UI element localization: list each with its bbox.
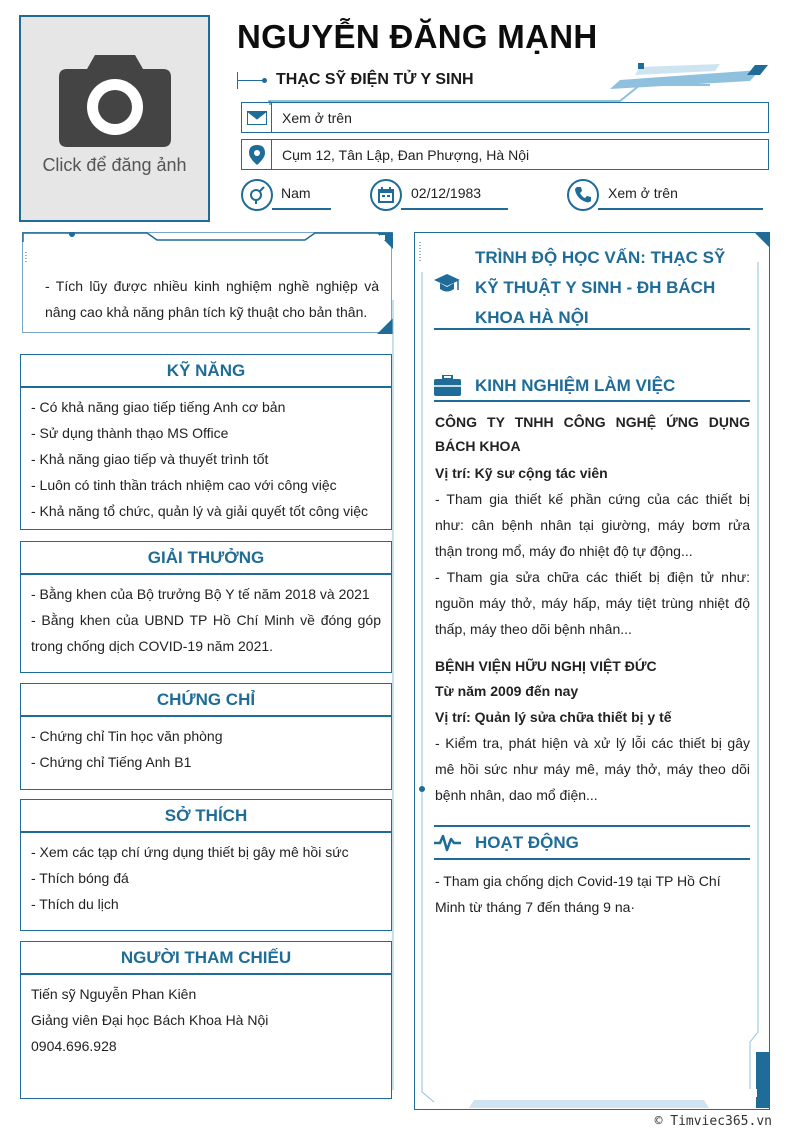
email-value: Xem ở trên — [282, 109, 352, 126]
gender-field[interactable]: Nam — [272, 180, 331, 210]
job1-company: CÔNG TY TNHH CÔNG NGHỆ ỨNG DỤNG BÁCH KHOA — [435, 414, 750, 454]
list-item: - Chứng chỉ Tiếng Anh B1 — [31, 754, 192, 770]
list-item: - Bằng khen của UBND TP Hồ Chí Minh về đóng góp trong chống dịch COVID-19 năm 2021. — [31, 612, 381, 654]
list-item: - Luôn có tinh thần trách nhiệm cao với công việc — [31, 477, 337, 493]
references-title: NGƯỜI THAM CHIẾU — [21, 942, 391, 975]
job2-position: Vị trí: Quản lý sửa chữa thiết bị y tế — [435, 709, 672, 725]
job-title: THẠC SỸ ĐIỆN TỬ Y SINH — [276, 71, 474, 88]
education-rule — [434, 328, 750, 330]
profile-photo[interactable] — [19, 15, 210, 222]
camera-icon — [59, 47, 171, 147]
photo-caption: Click để đăng ảnh — [42, 155, 187, 175]
awards-title: GIẢI THƯỞNG — [21, 542, 391, 575]
phone-field[interactable]: Xem ở trên — [598, 180, 763, 210]
address-value: Cụm 12, Tân Lập, Đan Phượng, Hà Nội — [282, 146, 530, 163]
footer-credit: © Timviec365.vn — [654, 1114, 772, 1129]
activities-desc: - Tham gia chống dịch Covid-19 tại TP Hồ Chí Minh từ tháng 7 đến tháng 9 na· — [435, 873, 721, 915]
title-line — [237, 80, 265, 81]
list-item: - Thích du lịch — [31, 896, 119, 912]
birthday-field[interactable]: 02/12/1983 — [401, 180, 508, 210]
address-field[interactable] — [241, 139, 769, 170]
list-item: - Sử dụng thành thạo MS Office — [31, 425, 229, 441]
email-field[interactable] — [241, 102, 769, 133]
education-line-2: KỸ THUẬT Y SINH - ĐH BÁCH — [475, 278, 716, 297]
list-item: - Bằng khen của Bộ trưởng Bộ Y tế năm 2018 và 2021 — [31, 586, 370, 602]
list-item: - Thích bóng đá — [31, 870, 129, 886]
education-line-3: KHOA HÀ NỘI — [475, 308, 589, 327]
left-column-deco-line — [392, 300, 414, 1100]
graduation-cap-icon — [434, 274, 460, 294]
reference-phone: 0904.696.928 — [31, 1038, 117, 1054]
list-item: - Có khả năng giao tiếp tiếng Anh cơ bản — [31, 399, 286, 415]
phone-icon — [567, 179, 599, 211]
job1-desc-2: - Tham gia sửa chữa các thiết bị điện tử như: nguồn máy thở, máy hấp, máy tiệt trùng nhiệt độ thấp, máy theo dõi bệnh nhân... — [435, 569, 750, 637]
activities-top-rule — [434, 825, 750, 827]
briefcase-icon — [434, 375, 461, 396]
career-objective — [22, 232, 392, 333]
envelope-icon — [242, 103, 272, 132]
objective-text: - Tích lũy được nhiều kinh nghiệm nghề nghiệp và nâng cao khả năng phân tích kỹ thuật cho bản thân. — [45, 278, 379, 320]
list-item: - Khả năng tổ chức, quản lý và giải quyết tốt công việc — [31, 503, 369, 519]
job1-position: Vị trí: Kỹ sư cộng tác viên — [435, 465, 608, 481]
activities-title: HOẠT ĐỘNG — [475, 833, 579, 852]
hobbies-section — [20, 799, 392, 931]
job2-company: BỆNH VIỆN HỮU NGHỊ VIỆT ĐỨC — [435, 658, 657, 674]
certificates-section — [20, 683, 392, 790]
job2-desc-1: - Kiểm tra, phát hiện và xử lý lỗi các thiết bị gây mê hồi sức như máy mê, máy thở, máy theo dõi bệnh nhân, dao mổ điện... — [435, 735, 750, 803]
full-name: NGUYỄN ĐĂNG MẠNH — [237, 18, 598, 55]
awards-section — [20, 541, 392, 673]
list-item: - Khả năng giao tiếp và thuyết trình tốt — [31, 451, 269, 467]
heartbeat-icon — [434, 833, 461, 853]
experience-rule — [434, 400, 750, 402]
experience-title: KINH NGHIỆM LÀM VIỆC — [475, 376, 676, 395]
hobbies-title: SỞ THÍCH — [21, 800, 391, 833]
job1-desc-1: - Tham gia thiết kế phần cứng của các thiết bị như: cân bệnh nhân tại giường, máy bơm rửa thận trong mổ, máy đo nhiệt độ tự động... — [435, 491, 750, 559]
job2-period: Từ năm 2009 đến nay — [435, 683, 579, 699]
title-dot — [262, 78, 267, 83]
reference-name: Tiến sỹ Nguyễn Phan Kiên — [31, 986, 197, 1002]
skills-section — [20, 354, 392, 530]
calendar-icon — [370, 179, 402, 211]
list-item: - Chứng chỉ Tin học văn phòng — [31, 728, 223, 744]
references-section — [20, 941, 392, 1099]
certificates-title: CHỨNG CHỈ — [21, 684, 391, 717]
activities-rule — [434, 858, 750, 860]
list-item: - Xem các tạp chí ứng dụng thiết bị gây mê hồi sức — [31, 844, 349, 860]
reference-position: Giảng viên Đại học Bách Khoa Hà Nội — [31, 1012, 269, 1028]
gender-icon — [241, 179, 273, 211]
education-line-1: TRÌNH ĐỘ HỌC VẤN: THẠC SỸ — [475, 248, 726, 267]
location-icon — [242, 140, 272, 169]
skills-title: KỸ NĂNG — [21, 355, 391, 388]
